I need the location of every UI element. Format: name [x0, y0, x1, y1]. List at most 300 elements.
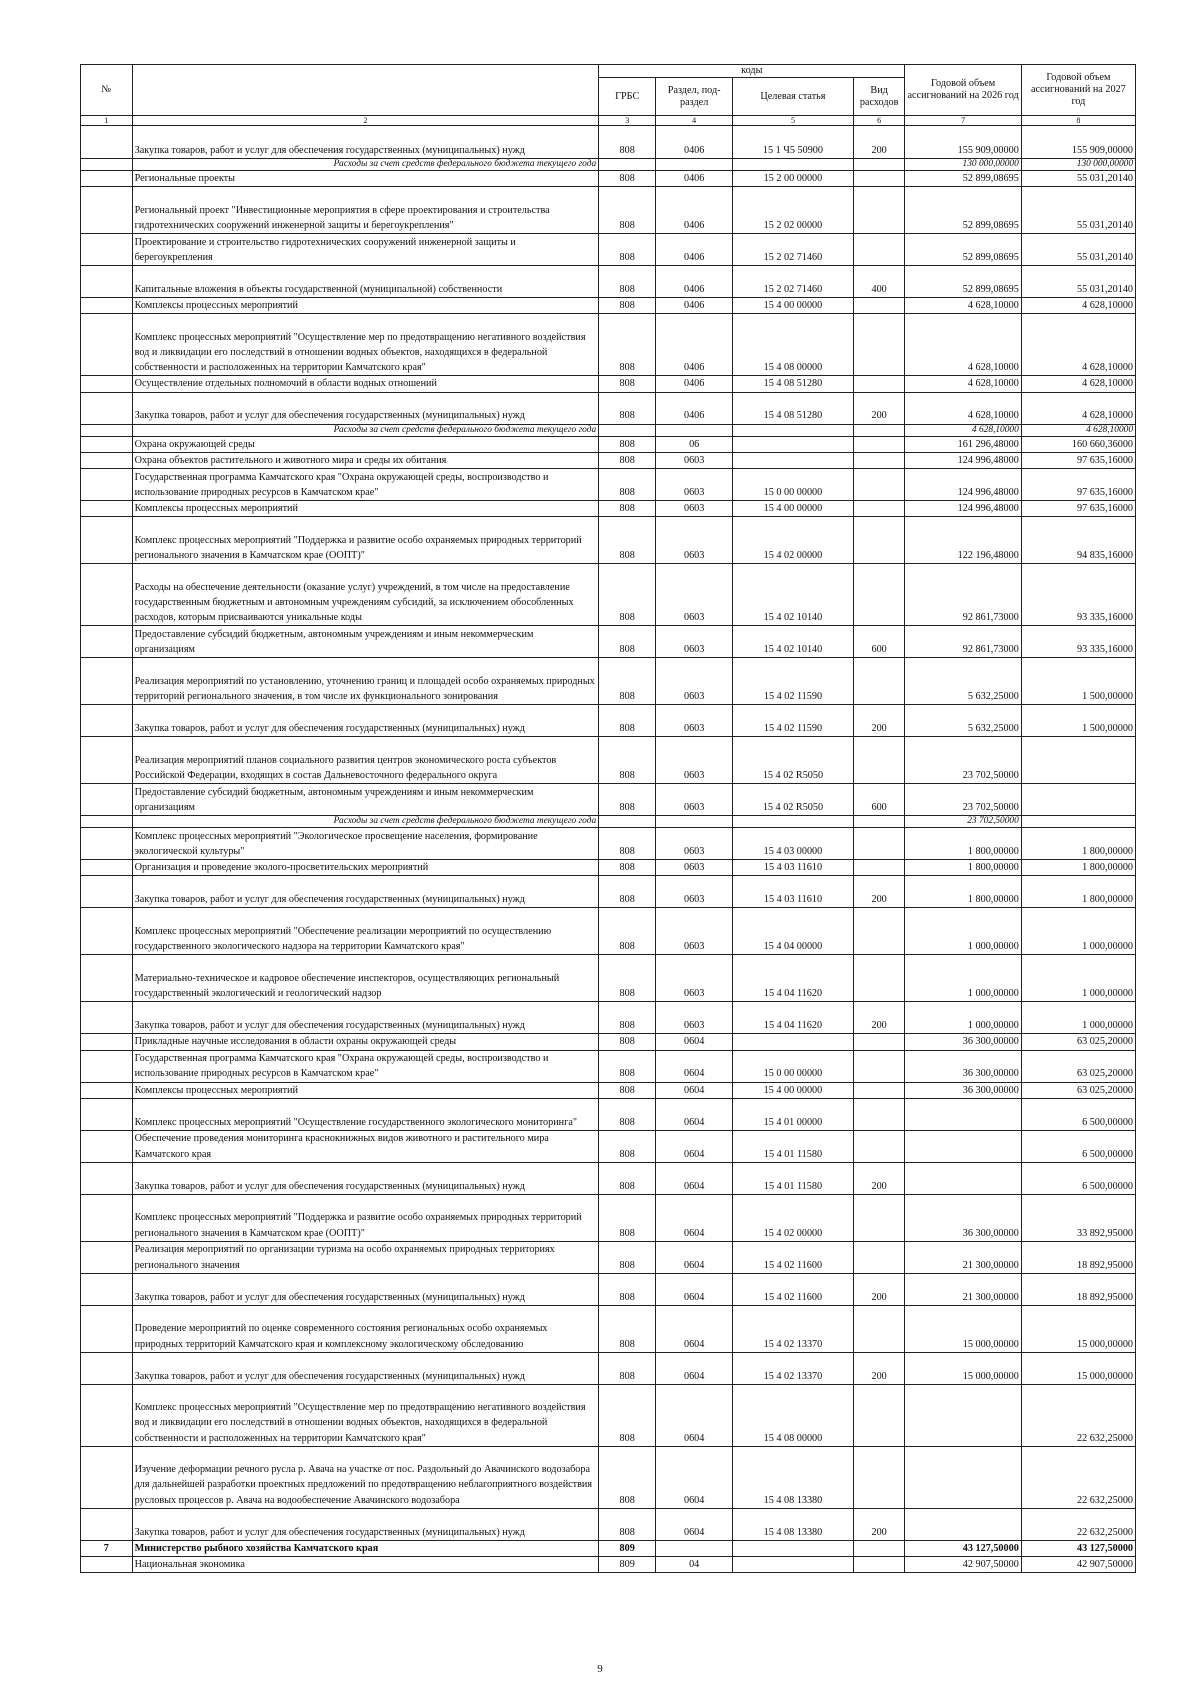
- row-grbs: 808: [599, 266, 656, 298]
- row-volume-2026: 4 628,10000: [905, 376, 1021, 392]
- row-volume-2027: 22 632,25000: [1021, 1508, 1135, 1540]
- table-row: [81, 1273, 1136, 1305]
- row-volume-2026: 4 628,10000: [905, 314, 1021, 376]
- row-grbs: 808: [599, 737, 656, 784]
- row-number: [81, 1050, 133, 1082]
- row-name: Государственная программа Камчатского края "Охрана окружающей среды, воспроизводство и использование природных ресурсов в Камчатском крае": [132, 1050, 599, 1082]
- row-section: 0406: [656, 171, 733, 187]
- row-section: 0603: [656, 908, 733, 955]
- row-expense-kind: [853, 564, 905, 626]
- row-volume-2026: 23 702,50000: [905, 816, 1021, 828]
- table-row: [81, 1540, 1136, 1556]
- row-target-article: 15 0 00 00000: [733, 1050, 854, 1082]
- row-volume-2026: 21 300,00000: [905, 1273, 1021, 1305]
- row-number: [81, 1241, 133, 1273]
- row-number: [81, 658, 133, 705]
- row-volume-2027: [1021, 737, 1135, 784]
- row-volume-2026: 1 800,00000: [905, 876, 1021, 908]
- table-row: [81, 126, 1136, 159]
- table-row: [81, 436, 1136, 452]
- row-name: Комплекс процессных мероприятий "Осуществление мер по предотвращению негативного воздействия вод и ликвидации его последствий в отношении водных объектов, находящихся в федеральной собственности и расположенных на территории Камчатского края": [132, 314, 599, 376]
- table-row: [81, 955, 1136, 1002]
- row-number: [81, 737, 133, 784]
- row-section: [656, 159, 733, 171]
- row-grbs: 808: [599, 564, 656, 626]
- row-expense-kind: [853, 1130, 905, 1162]
- row-expense-kind: [853, 1241, 905, 1273]
- row-section: 0406: [656, 266, 733, 298]
- row-volume-2027: 4 628,10000: [1021, 424, 1135, 436]
- row-number: [81, 187, 133, 234]
- row-target-article: 15 4 03 00000: [733, 828, 854, 860]
- table-row: [81, 517, 1136, 564]
- row-name: Комплекс процессных мероприятий "Поддержка и развитие особо охраняемых природных территорий регионального значения в Камчатском крае (ООПТ)": [132, 1194, 599, 1241]
- row-number: [81, 1352, 133, 1384]
- row-number: [81, 171, 133, 187]
- row-number: [81, 1130, 133, 1162]
- row-volume-2027: 43 127,50000: [1021, 1540, 1135, 1556]
- row-section: 0604: [656, 1130, 733, 1162]
- row-volume-2027: 155 909,00000: [1021, 126, 1135, 159]
- row-name: Прикладные научные исследования в области охраны окружающей среды: [132, 1034, 599, 1050]
- row-section: 0603: [656, 876, 733, 908]
- row-volume-2026: 161 296,48000: [905, 436, 1021, 452]
- row-volume-2027: 97 635,16000: [1021, 469, 1135, 501]
- row-target-article: 15 4 08 00000: [733, 1384, 854, 1446]
- row-expense-kind: 200: [853, 392, 905, 424]
- table-row: [81, 234, 1136, 266]
- row-expense-kind: [853, 955, 905, 1002]
- row-expense-kind: [853, 860, 905, 876]
- table-body: [81, 126, 1136, 1573]
- row-number: [81, 1384, 133, 1446]
- budget-table-sheet: [80, 64, 1136, 1573]
- row-name: Реализация мероприятий по организации туризма на особо охраняемых природных территориях регионального значения: [132, 1241, 599, 1273]
- row-number: [81, 501, 133, 517]
- row-name: Предоставление субсидий бюджетным, автономным учреждениям и иным некоммерческим организациям: [132, 626, 599, 658]
- row-section: 0604: [656, 1446, 733, 1508]
- row-target-article: 15 4 08 13380: [733, 1446, 854, 1508]
- row-grbs: 808: [599, 658, 656, 705]
- row-volume-2026: 42 907,50000: [905, 1557, 1021, 1573]
- row-number: [81, 1082, 133, 1098]
- row-expense-kind: [853, 1034, 905, 1050]
- table-row: [81, 1050, 1136, 1082]
- table-header: [81, 65, 1136, 126]
- row-target-article: 15 4 02 13370: [733, 1352, 854, 1384]
- row-expense-kind: [853, 159, 905, 171]
- row-section: 0604: [656, 1162, 733, 1194]
- row-grbs: 808: [599, 1098, 656, 1130]
- row-target-article: [733, 1557, 854, 1573]
- row-expense-kind: [853, 1194, 905, 1241]
- table-row: [81, 1130, 1136, 1162]
- row-volume-2026: 124 996,48000: [905, 469, 1021, 501]
- row-expense-kind: [853, 187, 905, 234]
- row-volume-2026: 92 861,73000: [905, 564, 1021, 626]
- table-row: [81, 784, 1136, 816]
- row-volume-2026: 124 996,48000: [905, 501, 1021, 517]
- row-grbs: 808: [599, 187, 656, 234]
- table-row: [81, 171, 1136, 187]
- table-row: [81, 376, 1136, 392]
- row-target-article: 15 0 00 00000: [733, 469, 854, 501]
- row-section: 0603: [656, 784, 733, 816]
- row-target-article: 15 4 02 R5050: [733, 784, 854, 816]
- row-name: Государственная программа Камчатского края "Охрана окружающей среды, воспроизводство и использование природных ресурсов в Камчатском крае": [132, 469, 599, 501]
- row-name: Изучение деформации речного русла р. Авача на участке от пос. Раздольный до Авачинского водозабора для дальнейшей разработки проектных предложений по предотвращению неблагоприятного воздействия русловых процессов р. Авача на водообеспечение Авачинского водозабора: [132, 1446, 599, 1508]
- row-number: [81, 234, 133, 266]
- row-volume-2026: 124 996,48000: [905, 452, 1021, 468]
- row-name: Капитальные вложения в объекты государственной (муниципальной) собственности: [132, 266, 599, 298]
- row-target-article: 15 4 02 00000: [733, 1194, 854, 1241]
- row-grbs: 808: [599, 126, 656, 159]
- row-section: 0603: [656, 501, 733, 517]
- row-name: Закупка товаров, работ и услуг для обеспечения государственных (муниципальных) нужд: [132, 876, 599, 908]
- row-grbs: 808: [599, 501, 656, 517]
- row-number: [81, 705, 133, 737]
- row-section: 0603: [656, 737, 733, 784]
- row-volume-2027: 6 500,00000: [1021, 1130, 1135, 1162]
- row-target-article: 15 1 Ч5 50900: [733, 126, 854, 159]
- table-row: [81, 1241, 1136, 1273]
- table-row: [81, 737, 1136, 784]
- row-target-article: 15 4 02 10140: [733, 564, 854, 626]
- table-row: [81, 1508, 1136, 1540]
- row-name: Комплексы процессных мероприятий: [132, 501, 599, 517]
- row-number: [81, 1098, 133, 1130]
- row-target-article: 15 4 00 00000: [733, 1082, 854, 1098]
- row-number: [81, 392, 133, 424]
- row-grbs: 809: [599, 1540, 656, 1556]
- row-target-article: 15 4 08 51280: [733, 376, 854, 392]
- row-volume-2026: 1 000,00000: [905, 955, 1021, 1002]
- row-target-article: 15 4 02 R5050: [733, 737, 854, 784]
- row-expense-kind: 200: [853, 1508, 905, 1540]
- row-expense-kind: [853, 816, 905, 828]
- row-name: Обеспечение проведения мониторинга краснокнижных видов животного и растительного мира Камчатского края: [132, 1130, 599, 1162]
- row-expense-kind: 600: [853, 626, 905, 658]
- table-row: [81, 266, 1136, 298]
- row-volume-2026: 1 800,00000: [905, 828, 1021, 860]
- row-volume-2026: 5 632,25000: [905, 705, 1021, 737]
- row-expense-kind: 200: [853, 876, 905, 908]
- row-name: Расходы за счет средств федерального бюджета текущего года: [132, 159, 599, 171]
- col-number: 7: [905, 116, 1021, 126]
- row-volume-2026: 1 000,00000: [905, 1002, 1021, 1034]
- row-expense-kind: [853, 1446, 905, 1508]
- header-vol-2027: Годовой объем ассигнований на 2027 год: [1021, 65, 1135, 116]
- row-target-article: [733, 159, 854, 171]
- row-section: 0604: [656, 1082, 733, 1098]
- row-volume-2026: 36 300,00000: [905, 1194, 1021, 1241]
- row-volume-2026: 52 899,08695: [905, 171, 1021, 187]
- row-grbs: 808: [599, 1034, 656, 1050]
- col-number: 1: [81, 116, 133, 126]
- row-number: [81, 314, 133, 376]
- row-volume-2026: [905, 1162, 1021, 1194]
- row-target-article: 15 4 01 00000: [733, 1098, 854, 1130]
- row-volume-2027: 55 031,20140: [1021, 187, 1135, 234]
- row-grbs: 808: [599, 1305, 656, 1352]
- row-expense-kind: [853, 1540, 905, 1556]
- header-kind: Вид расходов: [853, 78, 905, 116]
- row-section: 0603: [656, 658, 733, 705]
- row-section: 0603: [656, 828, 733, 860]
- row-target-article: 15 4 02 13370: [733, 1305, 854, 1352]
- row-expense-kind: [853, 737, 905, 784]
- row-number: [81, 1273, 133, 1305]
- table-row: [81, 159, 1136, 171]
- row-expense-kind: [853, 828, 905, 860]
- row-volume-2027: 63 025,20000: [1021, 1082, 1135, 1098]
- row-grbs: 808: [599, 626, 656, 658]
- row-section: 0406: [656, 126, 733, 159]
- row-volume-2026: 52 899,08695: [905, 187, 1021, 234]
- col-number: 4: [656, 116, 733, 126]
- row-target-article: 15 4 04 11620: [733, 1002, 854, 1034]
- row-section: 0604: [656, 1098, 733, 1130]
- row-grbs: 808: [599, 1446, 656, 1508]
- table-row: [81, 1446, 1136, 1508]
- row-volume-2027: 97 635,16000: [1021, 452, 1135, 468]
- row-volume-2027: 55 031,20140: [1021, 171, 1135, 187]
- row-volume-2026: 4 628,10000: [905, 298, 1021, 314]
- row-target-article: 15 4 00 00000: [733, 501, 854, 517]
- table-row: [81, 816, 1136, 828]
- row-target-article: 15 4 01 11580: [733, 1162, 854, 1194]
- row-volume-2027: 160 660,36000: [1021, 436, 1135, 452]
- table-row: [81, 187, 1136, 234]
- row-expense-kind: [853, 1098, 905, 1130]
- row-volume-2026: 36 300,00000: [905, 1082, 1021, 1098]
- row-volume-2026: [905, 1098, 1021, 1130]
- row-grbs: 808: [599, 876, 656, 908]
- row-section: 0603: [656, 452, 733, 468]
- row-section: 04: [656, 1557, 733, 1573]
- row-number: [81, 860, 133, 876]
- row-expense-kind: [853, 314, 905, 376]
- row-number: [81, 876, 133, 908]
- row-grbs: 808: [599, 171, 656, 187]
- row-name: Комплексы процессных мероприятий: [132, 298, 599, 314]
- row-number: 7: [81, 1540, 133, 1556]
- row-target-article: [733, 1034, 854, 1050]
- header-vol-2026: Годовой объем ассигнований на 2026 год: [905, 65, 1021, 116]
- row-name: Реализация мероприятий планов социального развития центров экономического роста субъектов Российской Федерации, входящих в состав Дальневосточного федерального округа: [132, 737, 599, 784]
- row-volume-2027: 6 500,00000: [1021, 1098, 1135, 1130]
- row-name: Организация и проведение эколого-просветительских мероприятий: [132, 860, 599, 876]
- table-row: [81, 1098, 1136, 1130]
- row-number: [81, 784, 133, 816]
- row-name: Закупка товаров, работ и услуг для обеспечения государственных (муниципальных) нужд: [132, 1352, 599, 1384]
- header-num: №: [81, 65, 133, 116]
- row-expense-kind: 200: [853, 1002, 905, 1034]
- row-section: 0603: [656, 564, 733, 626]
- row-grbs: 808: [599, 469, 656, 501]
- row-volume-2027: 4 628,10000: [1021, 376, 1135, 392]
- table-row: [81, 1305, 1136, 1352]
- table-row: [81, 452, 1136, 468]
- row-target-article: 15 4 02 11590: [733, 658, 854, 705]
- table-row: [81, 658, 1136, 705]
- row-name: Расходы за счет средств федерального бюджета текущего года: [132, 424, 599, 436]
- row-volume-2027: 63 025,20000: [1021, 1050, 1135, 1082]
- row-expense-kind: 400: [853, 266, 905, 298]
- row-name: Комплекс процессных мероприятий "Обеспечение реализации мероприятий по осуществлению государственного экологического надзора на территории Камчатского края": [132, 908, 599, 955]
- row-grbs: 808: [599, 1002, 656, 1034]
- row-name: Расходы за счет средств федерального бюджета текущего года: [132, 816, 599, 828]
- row-target-article: 15 4 01 11580: [733, 1130, 854, 1162]
- row-volume-2026: 23 702,50000: [905, 737, 1021, 784]
- row-name: Комплекс процессных мероприятий "Осуществление государственного экологического мониторинга": [132, 1098, 599, 1130]
- row-target-article: 15 4 02 11600: [733, 1273, 854, 1305]
- row-expense-kind: [853, 234, 905, 266]
- row-grbs: 808: [599, 828, 656, 860]
- row-number: [81, 908, 133, 955]
- row-number: [81, 1002, 133, 1034]
- row-grbs: 808: [599, 1352, 656, 1384]
- row-grbs: 808: [599, 1273, 656, 1305]
- row-section: 0604: [656, 1352, 733, 1384]
- row-grbs: 808: [599, 1082, 656, 1098]
- row-name: Комплекс процессных мероприятий "Осуществление мер по предотвращению негативного воздействия вод и ликвидации его последствий в отношении водных объектов, находящихся в федеральной собственности и расположенных на территории Камчатского края": [132, 1384, 599, 1446]
- row-section: 0604: [656, 1034, 733, 1050]
- row-number: [81, 626, 133, 658]
- row-grbs: 808: [599, 436, 656, 452]
- table-row: [81, 876, 1136, 908]
- row-name: Проведение мероприятий по оценке современного состояния региональных особо охраняемых природных территорий Камчатского края и комплексному экологическому обследованию: [132, 1305, 599, 1352]
- row-name: Закупка товаров, работ и услуг для обеспечения государственных (муниципальных) нужд: [132, 126, 599, 159]
- row-expense-kind: [853, 376, 905, 392]
- row-target-article: 15 4 08 51280: [733, 392, 854, 424]
- row-expense-kind: [853, 1305, 905, 1352]
- row-section: 0603: [656, 517, 733, 564]
- row-target-article: 15 4 02 10140: [733, 626, 854, 658]
- row-section: [656, 1540, 733, 1556]
- row-volume-2026: [905, 1508, 1021, 1540]
- row-expense-kind: [853, 171, 905, 187]
- row-volume-2026: 15 000,00000: [905, 1352, 1021, 1384]
- row-expense-kind: [853, 501, 905, 517]
- row-section: 0406: [656, 314, 733, 376]
- row-target-article: [733, 424, 854, 436]
- col-number: 2: [132, 116, 599, 126]
- row-section: 0603: [656, 955, 733, 1002]
- row-expense-kind: [853, 1384, 905, 1446]
- row-expense-kind: [853, 908, 905, 955]
- row-volume-2026: 15 000,00000: [905, 1305, 1021, 1352]
- row-target-article: 15 4 03 11610: [733, 876, 854, 908]
- row-expense-kind: [853, 1050, 905, 1082]
- row-volume-2027: 63 025,20000: [1021, 1034, 1135, 1050]
- table-row: [81, 626, 1136, 658]
- row-volume-2027: 22 632,25000: [1021, 1384, 1135, 1446]
- row-name: Охрана окружающей среды: [132, 436, 599, 452]
- row-number: [81, 517, 133, 564]
- row-volume-2026: 4 628,10000: [905, 424, 1021, 436]
- table-row: [81, 1002, 1136, 1034]
- row-volume-2027: 15 000,00000: [1021, 1352, 1135, 1384]
- row-volume-2027: 1 000,00000: [1021, 908, 1135, 955]
- row-name: Национальная экономика: [132, 1557, 599, 1573]
- row-grbs: 808: [599, 1384, 656, 1446]
- row-section: 0604: [656, 1384, 733, 1446]
- row-grbs: 808: [599, 860, 656, 876]
- row-volume-2027: 1 500,00000: [1021, 658, 1135, 705]
- row-grbs: 808: [599, 908, 656, 955]
- row-section: 0604: [656, 1508, 733, 1540]
- row-grbs: 808: [599, 705, 656, 737]
- row-section: 0603: [656, 626, 733, 658]
- header-codes: коды: [599, 65, 905, 78]
- row-volume-2026: 4 628,10000: [905, 392, 1021, 424]
- row-expense-kind: 200: [853, 1162, 905, 1194]
- row-target-article: [733, 452, 854, 468]
- row-expense-kind: [853, 1557, 905, 1573]
- row-target-article: 15 4 04 00000: [733, 908, 854, 955]
- budget-table: [80, 64, 1136, 1573]
- table-row: [81, 1352, 1136, 1384]
- row-name: Реализация мероприятий по установлению, уточнению границ и площадей особо охраняемых природных территорий регионального значения, в том числе их функционального зонирования: [132, 658, 599, 705]
- row-volume-2026: 1 000,00000: [905, 908, 1021, 955]
- row-grbs: 808: [599, 376, 656, 392]
- row-name: Министерство рыбного хозяйства Камчатского края: [132, 1540, 599, 1556]
- row-grbs: [599, 424, 656, 436]
- header-name-empty: [132, 65, 599, 116]
- row-section: 0604: [656, 1241, 733, 1273]
- row-section: 0406: [656, 376, 733, 392]
- row-section: [656, 424, 733, 436]
- row-number: [81, 828, 133, 860]
- row-volume-2027: 15 000,00000: [1021, 1305, 1135, 1352]
- row-name: Расходы на обеспечение деятельности (оказание услуг) учреждений, в том числе на предоставление государственным бюджетным и автономным учреждениям субсидий, за исключением обособленных расходов, которым присваиваются уникальные коды: [132, 564, 599, 626]
- row-name: Закупка товаров, работ и услуг для обеспечения государственных (муниципальных) нужд: [132, 1162, 599, 1194]
- row-target-article: 15 4 08 00000: [733, 314, 854, 376]
- row-grbs: [599, 816, 656, 828]
- table-row: [81, 860, 1136, 876]
- row-volume-2027: 22 632,25000: [1021, 1446, 1135, 1508]
- row-name: Комплекс процессных мероприятий "Поддержка и развитие особо охраняемых природных территорий регионального значения в Камчатском крае (ООПТ)": [132, 517, 599, 564]
- row-section: 0406: [656, 234, 733, 266]
- row-grbs: [599, 159, 656, 171]
- row-volume-2027: 1 800,00000: [1021, 828, 1135, 860]
- row-number: [81, 1446, 133, 1508]
- row-number: [81, 1557, 133, 1573]
- row-expense-kind: 600: [853, 784, 905, 816]
- row-target-article: [733, 1540, 854, 1556]
- row-grbs: 808: [599, 1194, 656, 1241]
- row-name: Закупка товаров, работ и услуг для обеспечения государственных (муниципальных) нужд: [132, 1508, 599, 1540]
- row-volume-2027: 42 907,50000: [1021, 1557, 1135, 1573]
- row-volume-2027: [1021, 816, 1135, 828]
- row-volume-2026: 23 702,50000: [905, 784, 1021, 816]
- row-grbs: 808: [599, 298, 656, 314]
- row-number: [81, 376, 133, 392]
- row-number: [81, 1034, 133, 1050]
- page-number: 9: [597, 1663, 603, 1675]
- row-expense-kind: [853, 658, 905, 705]
- row-section: 06: [656, 436, 733, 452]
- row-target-article: 15 4 04 11620: [733, 955, 854, 1002]
- row-number: [81, 126, 133, 159]
- table-row: [81, 392, 1136, 424]
- row-number: [81, 955, 133, 1002]
- row-name: Закупка товаров, работ и услуг для обеспечения государственных (муниципальных) нужд: [132, 1002, 599, 1034]
- col-number: 8: [1021, 116, 1135, 126]
- row-expense-kind: [853, 424, 905, 436]
- row-volume-2027: 1 000,00000: [1021, 1002, 1135, 1034]
